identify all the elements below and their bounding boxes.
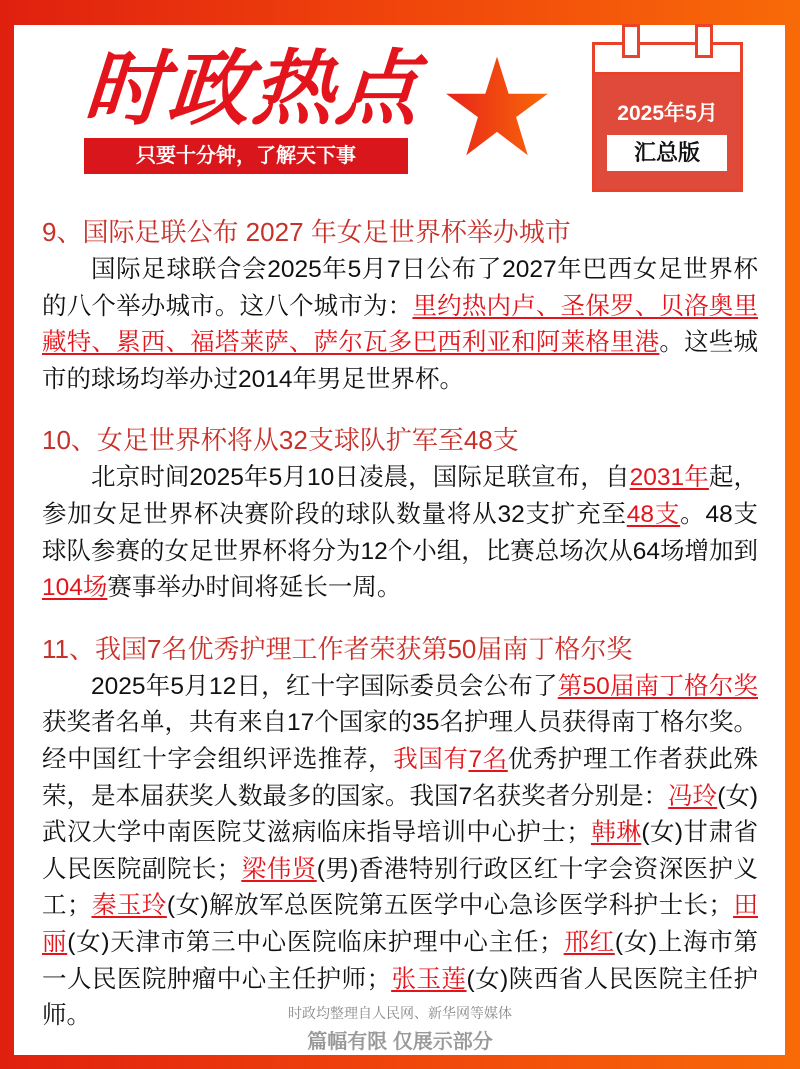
- body-text: 2025年5月12日，红十字国际委员会公布了: [91, 672, 558, 700]
- body-text: (女)解放军总医院第五医学中心急诊医学科护士长；: [166, 892, 734, 920]
- poster-title: 时政热点: [80, 44, 424, 135]
- edition-label: 汇总版: [607, 135, 727, 171]
- body-text: (女)武汉大学中南医院艾滋病临床指导培训中心护士；: [42, 782, 759, 847]
- highlighted-text: 秦玉玲: [91, 892, 167, 920]
- highlighted-text: 田丽: [42, 892, 759, 956]
- body-text: (女)甘肃省人民医院副院长；: [42, 819, 759, 883]
- highlighted-text: 2031年: [629, 464, 709, 492]
- section-body: [42, 252, 758, 398]
- star-icon: [444, 55, 550, 159]
- body-text: (女)天津市第三中心医院临床护理中心主任；: [67, 928, 564, 956]
- body-text: 起，参加女足世界杯决赛阶段的球队数量将从32支扩充至: [42, 464, 758, 528]
- body-text: 北京时间2025年5月10日凌晨，国际足联宣布，自: [91, 464, 630, 492]
- highlighted-text: 邢红: [563, 928, 615, 956]
- body-text: 。48支球队参赛的女足世界杯将分为12个小组，比赛总场次从64场增加到: [42, 500, 759, 565]
- source-note: 时政均整理自人民网、新华网等媒体: [288, 1005, 512, 1021]
- highlighted-text: 我国有: [393, 745, 469, 773]
- section-body: [42, 669, 758, 1035]
- body-text: (男)香港特别行政区红十字会资深医护义工；: [42, 855, 759, 920]
- section-heading: 10、女足世界杯将从32支球队扩军至48支: [42, 425, 519, 456]
- body-text: 。这些城市的球场均举办过2014年男足世界杯。: [42, 329, 759, 393]
- highlighted-text: 第50届南丁格尔奖: [557, 672, 758, 700]
- highlighted-text: 张玉莲: [391, 965, 467, 993]
- news-list: [42, 212, 758, 1057]
- partial-notice: 篇幅有限 仅展示部分: [307, 1031, 493, 1053]
- highlighted-text: 梁伟贤: [241, 855, 317, 883]
- body-text: 国际足球联合会2025年5月7日公布了2027年巴西女足世界杯的八个举办城市。这八个城市为：: [42, 256, 758, 320]
- calendar-badge: [592, 38, 743, 234]
- highlighted-text: 7名: [468, 745, 508, 773]
- section-heading: 9、国际足联公布 2027 年女足世界杯举办城市: [42, 217, 571, 247]
- calendar-ring: [622, 24, 640, 58]
- body-text: (女)陕西省人民医院主任护师。: [42, 965, 759, 1030]
- section-body: [42, 460, 758, 606]
- section-heading: 11、我国7名优秀护理工作者荣获第50届南丁格尔奖: [42, 633, 633, 664]
- body-text: 获奖者名单，共有来自17个国家的35名护理人员获得南丁格尔奖。经中国红十字会组织评选推荐，: [42, 709, 758, 773]
- calendar-date: 2025年5月: [617, 102, 718, 125]
- highlighted-text: 48支: [626, 500, 681, 528]
- highlighted-text: 104场: [42, 574, 108, 602]
- body-text: 赛事举办时间将延长一周。: [107, 574, 402, 602]
- subtitle-banner: 只要十分钟，了解天下事: [84, 138, 408, 174]
- body-text: 优秀护理工作者获此殊荣，是本届获奖人数最多的国家。我国7名获奖者分别是：: [42, 745, 759, 810]
- highlighted-text: 韩琳: [590, 819, 642, 847]
- calendar-ring: [695, 24, 713, 58]
- highlighted-text: 里约热内卢、圣保罗、贝洛奥里藏特、累西、福塔莱萨、萨尔瓦多巴西利亚和阿莱格里港: [42, 292, 759, 357]
- body-text: (女)上海市第一人民医院肿瘤中心主任护师；: [42, 928, 758, 993]
- highlighted-text: 冯玲: [668, 782, 718, 810]
